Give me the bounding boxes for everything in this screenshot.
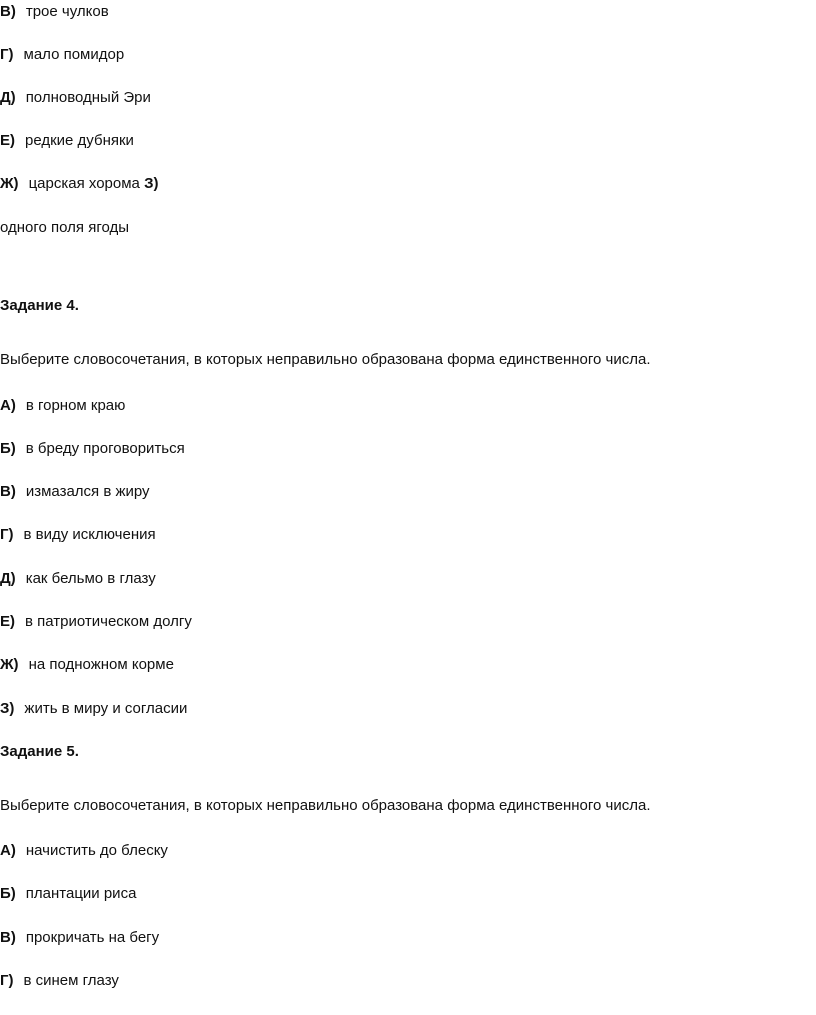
item-text: полноводный Эри: [25, 89, 151, 106]
item-letter: Г): [0, 526, 14, 543]
list-item: [0, 174, 158, 194]
item-text: в синем глазу: [23, 972, 119, 989]
item-text: измазался в жиру: [25, 483, 150, 500]
item-text: жить в миру и согласии: [24, 700, 188, 717]
item-text: в патриотическом долгу: [25, 613, 192, 630]
list-item: [0, 525, 156, 545]
item-text: в горном краю: [25, 397, 126, 414]
item-letter: А): [0, 397, 16, 414]
item-text: на подножном корме: [28, 656, 174, 673]
list-item: [0, 569, 156, 589]
list-item: [0, 482, 150, 502]
item-text: в бреду проговориться: [25, 440, 185, 457]
list-item: [0, 45, 124, 65]
item-text: начистить до блеску: [25, 842, 168, 859]
item-letter: Г): [0, 46, 14, 63]
item-letter: Д): [0, 570, 16, 587]
item-letter: Б): [0, 440, 16, 457]
item-text: плантации риса: [25, 885, 137, 902]
list-item: [0, 439, 185, 459]
item-letter: А): [0, 842, 16, 859]
item-letter: Е): [0, 132, 15, 149]
task-5-title: Задание 5.: [0, 743, 79, 760]
list-item-continuation: [0, 218, 129, 238]
item-letter: Д): [0, 89, 16, 106]
list-item: [0, 2, 109, 22]
list-item: [0, 131, 134, 151]
item-text: трое чулков: [25, 3, 109, 20]
item-letter: В): [0, 929, 16, 946]
item-letter: Е): [0, 613, 15, 630]
item-text: как бельмо в глазу: [25, 570, 156, 587]
item-letter: Б): [0, 885, 16, 902]
list-item: [0, 396, 125, 416]
task-4-title: Задание 4.: [0, 297, 79, 314]
item-text: мало помидор: [23, 46, 125, 63]
list-item: [0, 699, 187, 719]
task-5-prompt: Выберите словосочетания, в которых неправильно образована форма единственного числа.: [0, 797, 651, 814]
list-item: [0, 655, 174, 675]
list-item: [0, 612, 192, 632]
list-item: [0, 928, 159, 948]
list-item: [0, 841, 168, 861]
task-4-prompt: Выберите словосочетания, в которых неправильно образована форма единственного числа.: [0, 351, 651, 368]
list-item: [0, 88, 151, 108]
item-letter: В): [0, 3, 16, 20]
item-letter: В): [0, 483, 16, 500]
item-text: одного поля ягоды: [0, 219, 130, 236]
item-letter: Ж): [0, 175, 19, 192]
item-letter-trailing: З): [144, 175, 159, 192]
item-text: в виду исключения: [23, 526, 156, 543]
list-item: [0, 971, 119, 991]
item-letter: Ж): [0, 656, 19, 673]
list-item: [0, 884, 136, 904]
item-letter: З): [0, 700, 15, 717]
item-text: редкие дубняки: [25, 132, 134, 149]
item-text: прокричать на бегу: [25, 929, 160, 946]
item-letter: Г): [0, 972, 14, 989]
item-text: царская хорома: [28, 175, 140, 192]
